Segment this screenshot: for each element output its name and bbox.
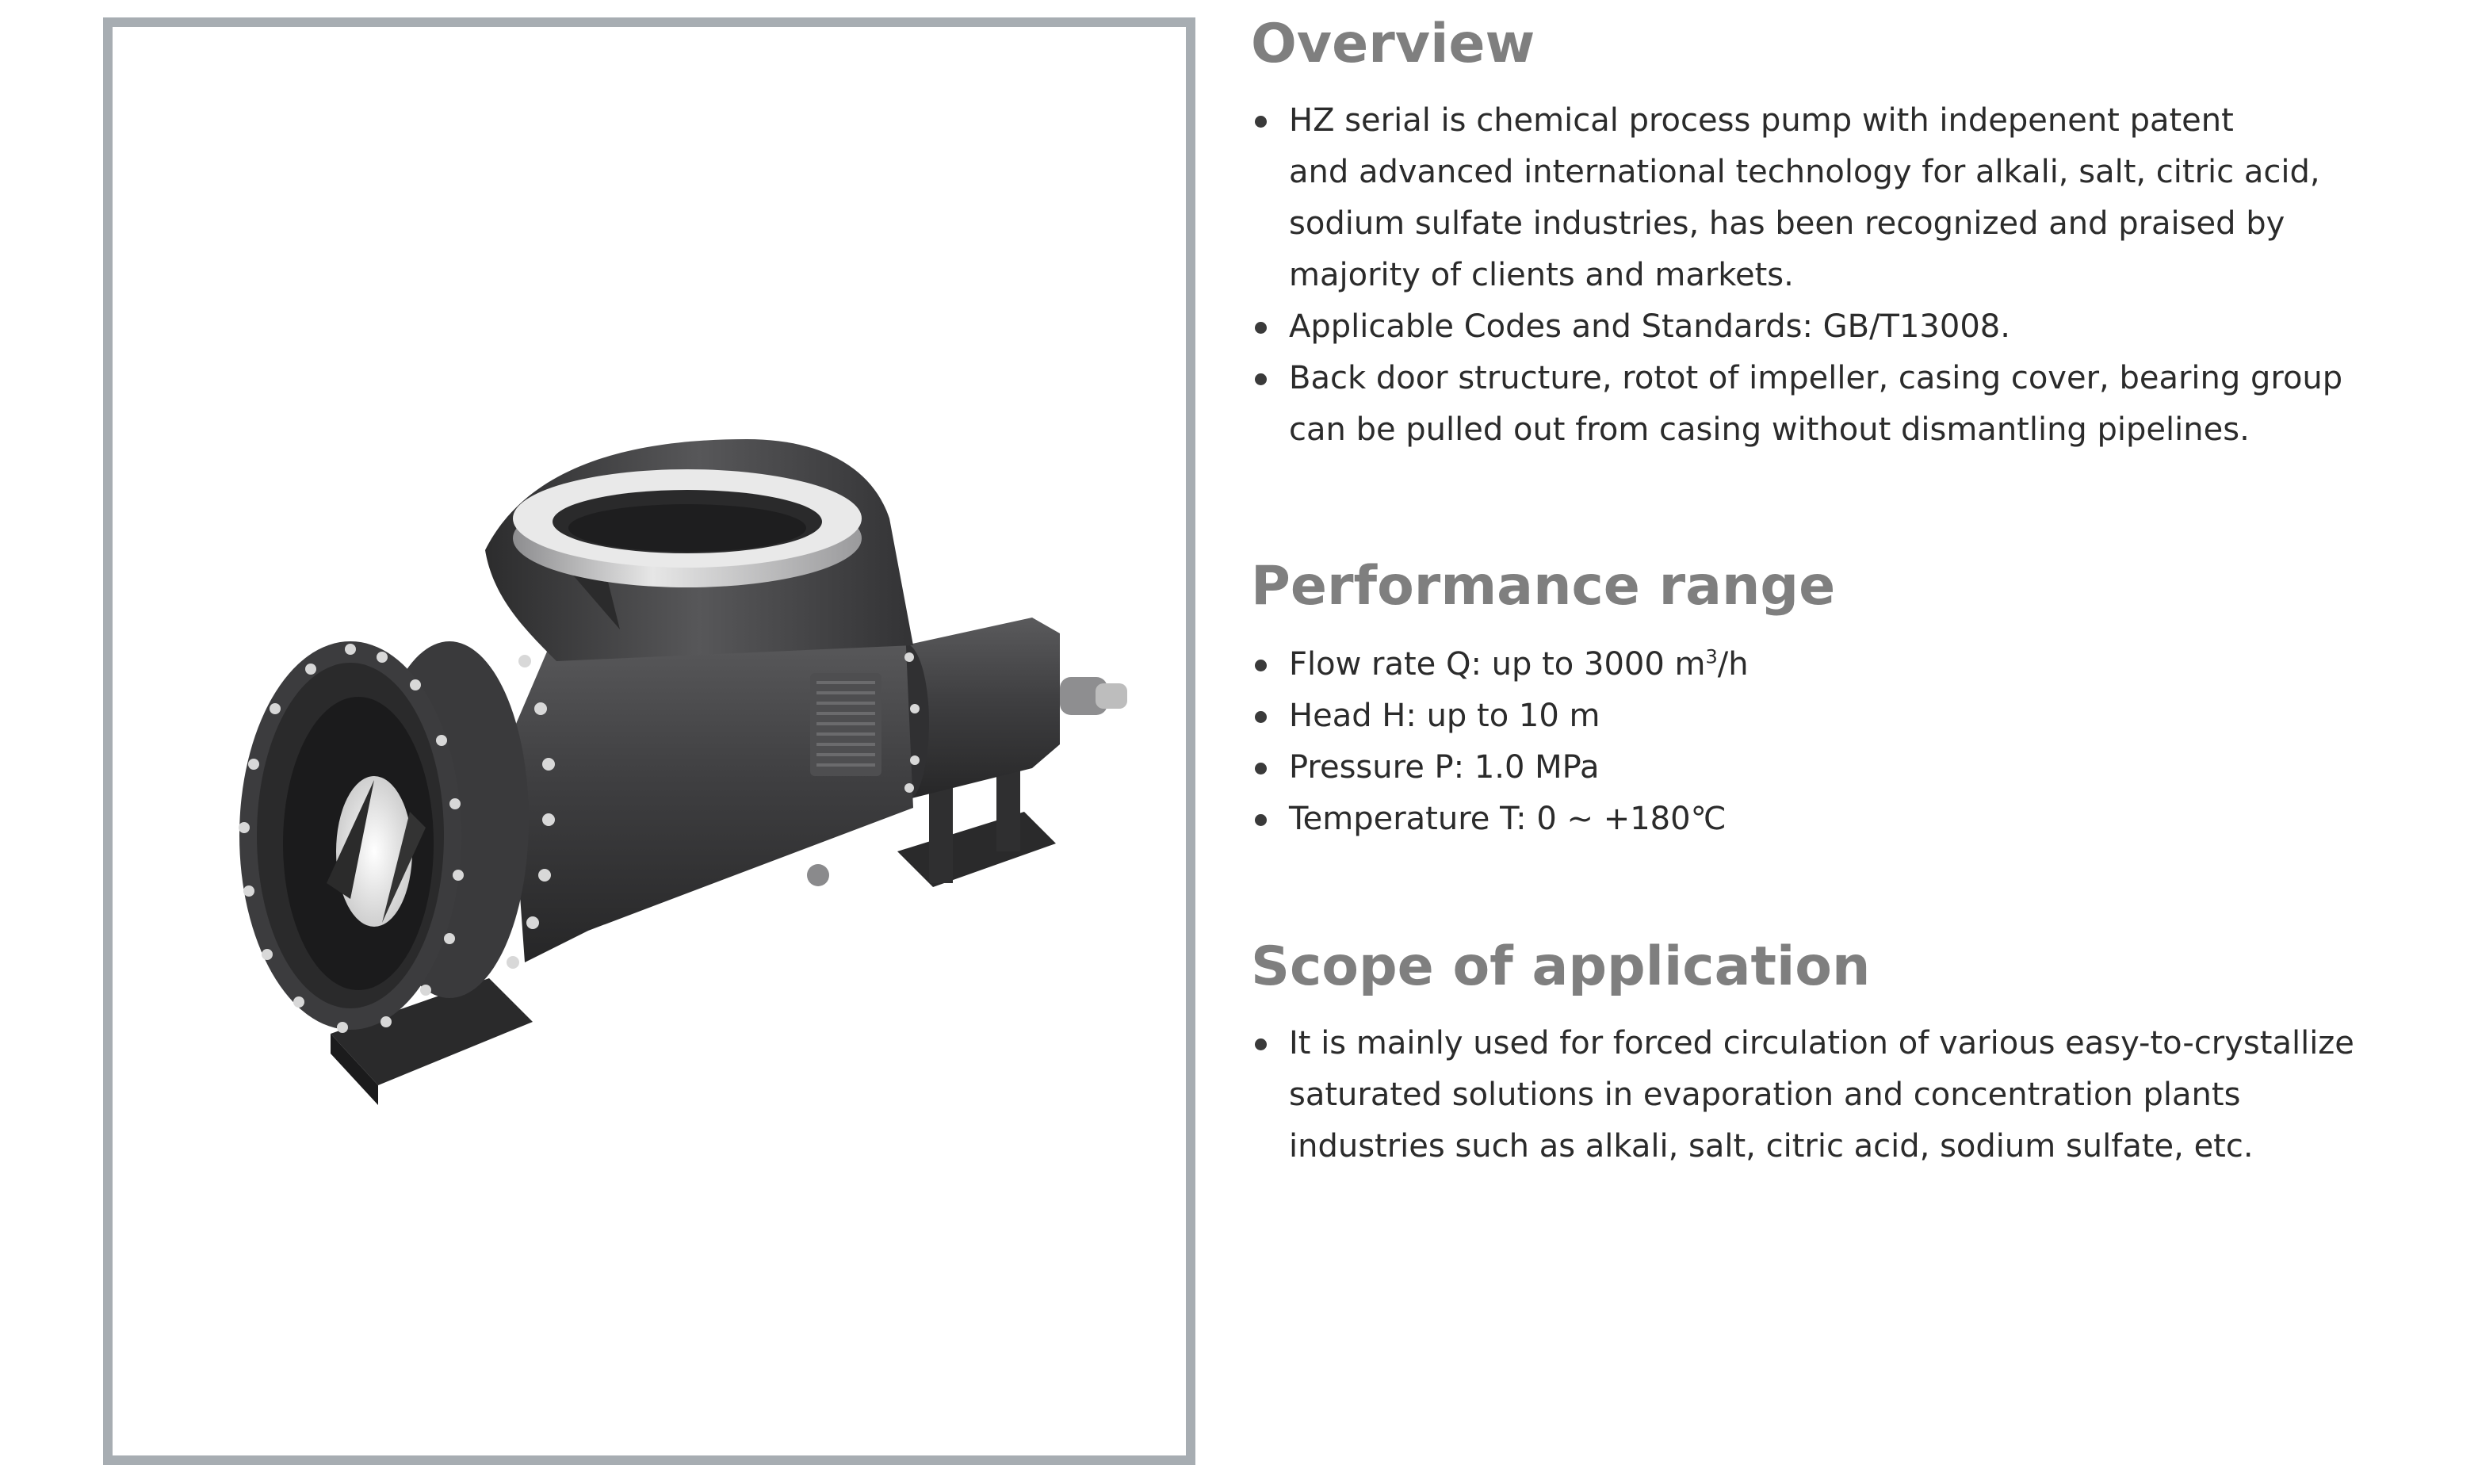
scope-line-2: saturated solutions in evaporation and concentration plants <box>1289 1077 2241 1113</box>
nameplate <box>810 673 881 776</box>
temperature-item: Temperature T: 0 ~ +180℃ <box>1251 794 2424 845</box>
scope-bullet-1 <box>1251 1018 2424 1172</box>
overview-bullet-3-line-2: can be pulled out from casing without dismantling pipelines. <box>1289 411 2250 448</box>
scope-heading: Scope of application <box>1251 935 1871 998</box>
product-image-frame <box>103 17 1195 1465</box>
overview-bullet-1-line-1: HZ serial is chemical process pump with indepenent patent <box>1289 102 2234 139</box>
overview-bullet-2 <box>1251 301 2424 353</box>
head-item: Head H: up to 10 m <box>1251 690 2424 742</box>
overview-bullet-1-line-4: majority of clients and markets. <box>1289 257 1794 293</box>
pump-illustration <box>113 27 1186 1455</box>
scope-line-1: It is mainly used for forced circulation of various easy-to-crystallize <box>1289 1025 2354 1061</box>
scope-section <box>1251 934 2424 1172</box>
performance-section <box>1251 553 2424 845</box>
scope-line-3: industries such as alkali, salt, citric acid, sodium sulfate, etc. <box>1289 1128 2254 1165</box>
flow-rate-item <box>1251 639 2424 690</box>
flow-rate-unit-suffix: /h <box>1717 646 1749 683</box>
overview-heading: Overview <box>1251 13 1535 75</box>
overview-bullet-1-line-3: sodium sulfate industries, has been recognized and praised by <box>1289 205 2285 242</box>
scope-list <box>1251 1018 2424 1172</box>
performance-heading: Performance range <box>1251 555 1836 618</box>
overview-bullet-1-line-2: and advanced international technology for alkali, salt, citric acid, <box>1289 154 2320 190</box>
flow-rate-unit-exponent: 3 <box>1705 645 1718 668</box>
overview-bullet-3 <box>1251 353 2424 456</box>
overview-bullet-2-line-1: Applicable Codes and Standards: GB/T13008. <box>1289 308 2010 345</box>
overview-bullet-3-line-1: Back door structure, rotot of impeller, casing cover, bearing group <box>1289 360 2343 396</box>
overview-list <box>1251 95 2424 456</box>
performance-list <box>1251 639 2424 845</box>
overview-section <box>1251 11 2424 456</box>
pressure-item: Pressure P: 1.0 MPa <box>1251 742 2424 794</box>
overview-bullet-1 <box>1251 95 2424 301</box>
flow-rate-text: Flow rate Q: up to 3000 m <box>1289 646 1706 683</box>
spec-text-column <box>1251 0 2424 1484</box>
